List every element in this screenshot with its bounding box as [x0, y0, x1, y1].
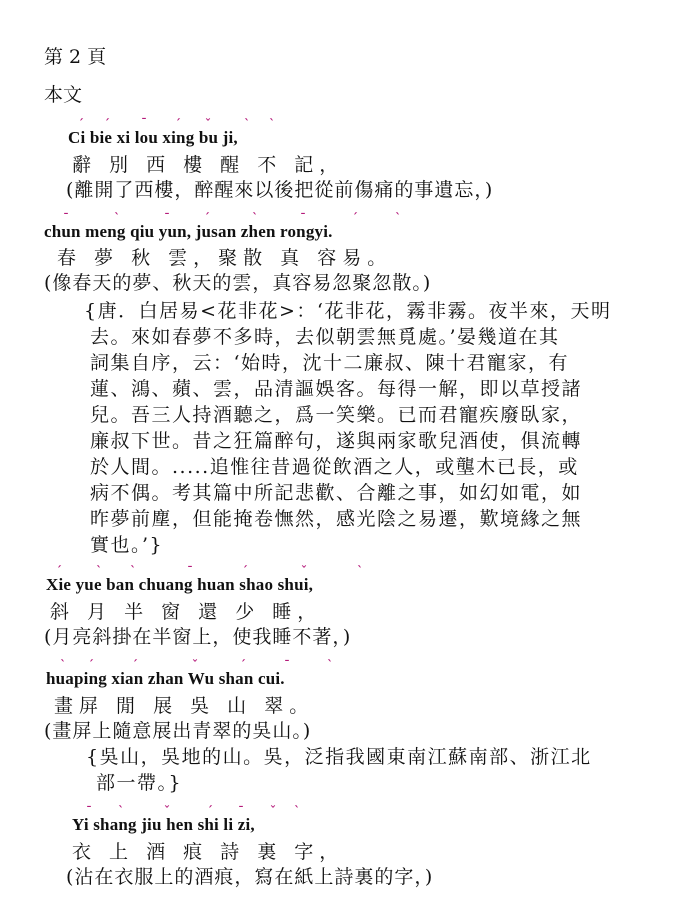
- tone-mark: ˇ: [192, 658, 198, 672]
- note-line: 廉叔下世。昔之狂篇醉句，遂與兩家歌兒酒使，俱流轉: [90, 430, 583, 452]
- stanza-4-chinese: 畫屏 閒 展 吳 山 翠。: [54, 695, 315, 717]
- tone-mark: ˊ: [352, 211, 358, 225]
- stanza-3-chinese: 斜 月 半 窗 還 少 睡，: [50, 601, 323, 623]
- stanza-5-chinese: 衣 上 酒 痕 詩 裏 字，: [72, 841, 345, 863]
- tone-mark: ˊ: [88, 658, 94, 672]
- stanza-2-pinyin: chun meng qiu yun, jusan zhen rongyi.: [44, 222, 333, 241]
- tone-mark: ˊ: [132, 658, 138, 672]
- tone-mark: ˉ: [86, 804, 92, 818]
- tone-mark: ˉ: [300, 211, 306, 225]
- note-line: 實也。’}: [90, 534, 164, 556]
- tone-mark: ˉ: [284, 658, 290, 672]
- note-line: 去。來如春夢不多時，去似朝雲無覓處。’晏幾道在其: [90, 326, 560, 348]
- tone-mark: ˋ: [96, 564, 102, 578]
- tone-mark: ˊ: [242, 564, 248, 578]
- tone-mark: ˋ: [395, 211, 401, 225]
- tone-mark: ˉ: [141, 116, 147, 130]
- tone-mark: ˋ: [252, 211, 258, 225]
- tone-mark: ˋ: [327, 658, 333, 672]
- note-line: 兒。吾三人持酒聽之，爲一笑樂。已而君寵疾廢臥家，: [90, 404, 583, 426]
- note-line: 病不偶。考其篇中所記悲歡、合離之事，如幻如電，如: [90, 482, 583, 504]
- stanza-3-pinyin: Xie yue ban chuang huan shao shui,: [46, 575, 314, 594]
- tone-mark: ˋ: [244, 117, 250, 131]
- tone-mark: ˇ: [301, 564, 307, 578]
- stanza-2-chinese: 春 夢 秋 雲，聚散 真 容易。: [57, 247, 393, 269]
- stanza-1-chinese: 辭 別 西 樓 醒 不 記，: [72, 154, 345, 176]
- tone-mark: ˊ: [78, 117, 84, 131]
- tone-mark: ˉ: [164, 211, 170, 225]
- page-number: 第 2 頁: [44, 46, 107, 68]
- tone-mark: ˋ: [114, 211, 120, 225]
- stanza-1-translation: (離開了西樓，醉醒來以後把從前傷痛的事遺忘，): [66, 179, 494, 201]
- tone-mark: ˋ: [357, 564, 363, 578]
- tone-mark: ˊ: [104, 117, 110, 131]
- stanza-5-translation: (沾在衣服上的酒痕，寫在紙上詩裏的字，): [66, 866, 434, 888]
- stanza-1-pinyin: Ci bie xi lou xing bu ji,: [68, 128, 238, 147]
- tone-mark: ˊ: [204, 211, 210, 225]
- tone-mark: ˊ: [56, 564, 62, 578]
- note-line: 昨夢前塵，但能掩卷憮然，感光陰之易遷，歎境緣之無: [90, 508, 583, 530]
- stanza-3-translation: (月亮斜掛在半窗上，使我睡不著，): [44, 626, 352, 648]
- tone-mark: ˋ: [269, 117, 275, 131]
- stanza-4-translation: (畫屏上隨意展出青翠的吳山。): [44, 720, 312, 742]
- note-line: 蓮、鴻、蘋、雲，品清謳娛客。每得一解，即以草授諸: [90, 378, 583, 400]
- tone-mark: ˊ: [240, 658, 246, 672]
- tone-mark: ˉ: [238, 804, 244, 818]
- tone-mark: ˋ: [118, 804, 124, 818]
- tone-mark: ˇ: [164, 804, 170, 818]
- note-line: {唐．白居易<花非花>：‘花非花，霧非霧。夜半來，天明: [84, 300, 612, 322]
- tone-mark: ˊ: [175, 117, 181, 131]
- tone-mark: ˇ: [205, 117, 211, 131]
- tone-mark: ˉ: [187, 564, 193, 578]
- tone-mark: ˋ: [60, 658, 66, 672]
- stanza-2-translation: (像春天的夢、秋天的雲，真容易忽聚忽散。): [44, 272, 432, 294]
- tone-mark: ˊ: [207, 804, 213, 818]
- stanza-4-pinyin: huaping xian zhan Wu shan cui.: [46, 669, 285, 688]
- tone-mark: ˉ: [63, 211, 69, 225]
- section-title: 本文: [44, 84, 83, 106]
- tone-mark: ˋ: [130, 564, 136, 578]
- note-line: {吳山，吳地的山。吳，泛指我國東南江蘇南部、浙江北: [86, 746, 592, 768]
- stanza-5-pinyin: Yi shang jiu hen shi li zi,: [72, 815, 255, 834]
- tone-mark: ˋ: [294, 804, 300, 818]
- note-line: 於人間。.....追惟往昔過從飲酒之人，或壟木已長，或: [90, 456, 579, 478]
- note-line: 詞集自序，云：‘始時，沈十二廉叔、陳十君寵家，有: [90, 352, 570, 374]
- tone-mark: ˇ: [270, 804, 276, 818]
- note-line: 部一帶。}: [96, 772, 183, 794]
